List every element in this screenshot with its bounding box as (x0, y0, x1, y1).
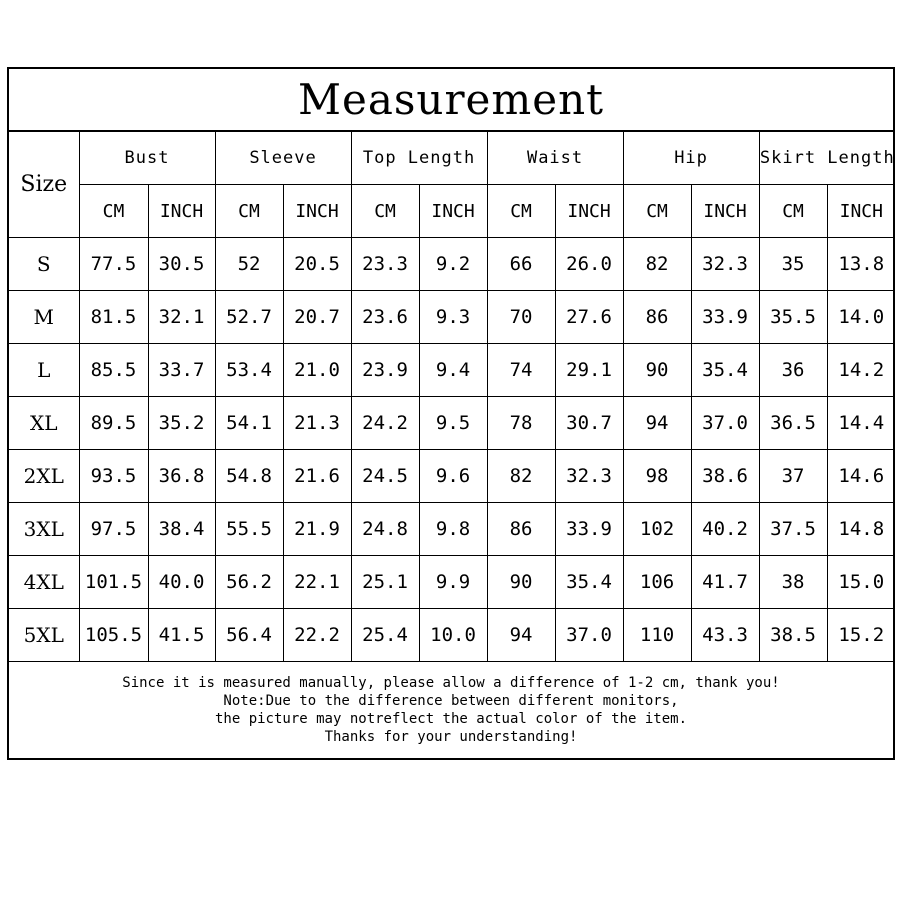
measurement-cell: 37 (759, 450, 827, 503)
size-label: 4XL (9, 556, 79, 609)
measurement-cell: 21.9 (283, 503, 351, 556)
note-line: Thanks for your understanding! (324, 728, 578, 745)
measurement-cell: 32.1 (148, 291, 215, 344)
unit-header-inch: INCH (419, 185, 487, 238)
measurement-cell: 37.5 (759, 503, 827, 556)
measurement-cell: 90 (623, 344, 691, 397)
size-label: 2XL (9, 450, 79, 503)
measurement-cell: 36.8 (148, 450, 215, 503)
table-row (9, 397, 895, 450)
measurement-cell: 98 (623, 450, 691, 503)
size-column-header: Size (9, 132, 79, 238)
unit-header-inch: INCH (148, 185, 215, 238)
measurement-cell: 54.8 (215, 450, 283, 503)
measurement-cell: 86 (623, 291, 691, 344)
measurement-cell: 14.6 (827, 450, 895, 503)
unit-header-inch: INCH (827, 185, 895, 238)
measurement-cell: 38.6 (691, 450, 759, 503)
table-row (9, 238, 895, 291)
measurement-cell: 97.5 (79, 503, 148, 556)
measurement-cell: 33.7 (148, 344, 215, 397)
group-header-waist: Waist (487, 132, 623, 185)
measurement-cell: 23.9 (351, 344, 419, 397)
unit-header-inch: INCH (555, 185, 623, 238)
measurement-cell: 9.9 (419, 556, 487, 609)
measurement-cell: 70 (487, 291, 555, 344)
table-body (9, 238, 895, 662)
measurement-cell: 52.7 (215, 291, 283, 344)
group-header-skirt-length: Skirt Length (759, 132, 895, 185)
measurement-cell: 78 (487, 397, 555, 450)
size-chart (7, 67, 895, 760)
measurement-cell: 54.1 (215, 397, 283, 450)
measurement-cell: 33.9 (555, 503, 623, 556)
measurement-cell: 90 (487, 556, 555, 609)
measurement-cell: 56.4 (215, 609, 283, 662)
measurement-cell: 33.9 (691, 291, 759, 344)
measurement-cell: 94 (487, 609, 555, 662)
measurement-cell: 21.6 (283, 450, 351, 503)
unit-header-cm: CM (215, 185, 283, 238)
measurement-cell: 21.0 (283, 344, 351, 397)
measurement-cell: 41.5 (148, 609, 215, 662)
measurement-cell: 20.7 (283, 291, 351, 344)
measurement-cell: 105.5 (79, 609, 148, 662)
measurement-cell: 35.4 (555, 556, 623, 609)
group-header-row (9, 132, 895, 185)
group-header-hip: Hip (623, 132, 759, 185)
measurement-cell: 30.7 (555, 397, 623, 450)
group-header-top-length: Top Length (351, 132, 487, 185)
measurement-cell: 24.8 (351, 503, 419, 556)
measurement-cell: 27.6 (555, 291, 623, 344)
measurement-cell: 35 (759, 238, 827, 291)
measurement-cell: 82 (487, 450, 555, 503)
measurement-cell: 9.5 (419, 397, 487, 450)
measurement-cell: 110 (623, 609, 691, 662)
measurement-cell: 9.4 (419, 344, 487, 397)
table-row (9, 344, 895, 397)
size-label: S (9, 238, 79, 291)
table-row (9, 450, 895, 503)
size-label: M (9, 291, 79, 344)
measurement-cell: 21.3 (283, 397, 351, 450)
measurement-cell: 66 (487, 238, 555, 291)
measurement-cell: 89.5 (79, 397, 148, 450)
size-label: 3XL (9, 503, 79, 556)
measurement-cell: 85.5 (79, 344, 148, 397)
measurement-cell: 38.4 (148, 503, 215, 556)
group-header-bust: Bust (79, 132, 215, 185)
measurement-cell: 101.5 (79, 556, 148, 609)
measurement-cell: 93.5 (79, 450, 148, 503)
measurement-cell: 9.6 (419, 450, 487, 503)
measurement-cell: 37.0 (691, 397, 759, 450)
measurement-cell: 38 (759, 556, 827, 609)
measurement-table (9, 132, 895, 662)
unit-header-cm: CM (623, 185, 691, 238)
size-label: L (9, 344, 79, 397)
size-label: 5XL (9, 609, 79, 662)
measurement-cell: 22.2 (283, 609, 351, 662)
measurement-cell: 36.5 (759, 397, 827, 450)
chart-title: Measurement (9, 69, 893, 132)
unit-header-cm: CM (759, 185, 827, 238)
measurement-cell: 24.5 (351, 450, 419, 503)
unit-header-cm: CM (351, 185, 419, 238)
measurement-cell: 37.0 (555, 609, 623, 662)
measurement-cell: 102 (623, 503, 691, 556)
measurement-cell: 106 (623, 556, 691, 609)
table-row (9, 609, 895, 662)
measurement-cell: 40.0 (148, 556, 215, 609)
unit-header-cm: CM (487, 185, 555, 238)
measurement-cell: 74 (487, 344, 555, 397)
measurement-cell: 35.5 (759, 291, 827, 344)
measurement-cell: 22.1 (283, 556, 351, 609)
measurement-cell: 14.8 (827, 503, 895, 556)
measurement-cell: 25.1 (351, 556, 419, 609)
measurement-cell: 9.2 (419, 238, 487, 291)
measurement-cell: 55.5 (215, 503, 283, 556)
measurement-cell: 26.0 (555, 238, 623, 291)
measurement-cell: 86 (487, 503, 555, 556)
size-label: XL (9, 397, 79, 450)
measurement-cell: 81.5 (79, 291, 148, 344)
measurement-cell: 10.0 (419, 609, 487, 662)
unit-header-row (9, 185, 895, 238)
disclaimer-note (9, 661, 893, 758)
group-header-sleeve: Sleeve (215, 132, 351, 185)
measurement-cell: 32.3 (555, 450, 623, 503)
measurement-cell: 36 (759, 344, 827, 397)
measurement-cell: 52 (215, 238, 283, 291)
measurement-cell: 30.5 (148, 238, 215, 291)
table-row (9, 291, 895, 344)
measurement-cell: 24.2 (351, 397, 419, 450)
measurement-cell: 38.5 (759, 609, 827, 662)
measurement-cell: 14.4 (827, 397, 895, 450)
note-line: the picture may notreflect the actual color of the item. (214, 710, 687, 727)
measurement-cell: 35.2 (148, 397, 215, 450)
measurement-cell: 14.0 (827, 291, 895, 344)
measurement-cell: 13.8 (827, 238, 895, 291)
measurement-cell: 35.4 (691, 344, 759, 397)
measurement-cell: 23.6 (351, 291, 419, 344)
measurement-cell: 9.8 (419, 503, 487, 556)
measurement-cell: 15.0 (827, 556, 895, 609)
measurement-cell: 41.7 (691, 556, 759, 609)
measurement-cell: 20.5 (283, 238, 351, 291)
unit-header-inch: INCH (691, 185, 759, 238)
measurement-cell: 32.3 (691, 238, 759, 291)
measurement-cell: 56.2 (215, 556, 283, 609)
unit-header-inch: INCH (283, 185, 351, 238)
table-row (9, 556, 895, 609)
measurement-cell: 9.3 (419, 291, 487, 344)
measurement-cell: 14.2 (827, 344, 895, 397)
measurement-cell: 25.4 (351, 609, 419, 662)
measurement-cell: 29.1 (555, 344, 623, 397)
note-line: Note:Due to the difference between different monitors, (223, 692, 679, 709)
unit-header-cm: CM (79, 185, 148, 238)
note-line: Since it is measured manually, please allow a difference of 1-2 cm, thank you! (122, 674, 780, 691)
table-row (9, 503, 895, 556)
measurement-cell: 94 (623, 397, 691, 450)
measurement-cell: 82 (623, 238, 691, 291)
measurement-cell: 77.5 (79, 238, 148, 291)
measurement-cell: 40.2 (691, 503, 759, 556)
measurement-cell: 43.3 (691, 609, 759, 662)
measurement-cell: 15.2 (827, 609, 895, 662)
measurement-cell: 23.3 (351, 238, 419, 291)
measurement-cell: 53.4 (215, 344, 283, 397)
